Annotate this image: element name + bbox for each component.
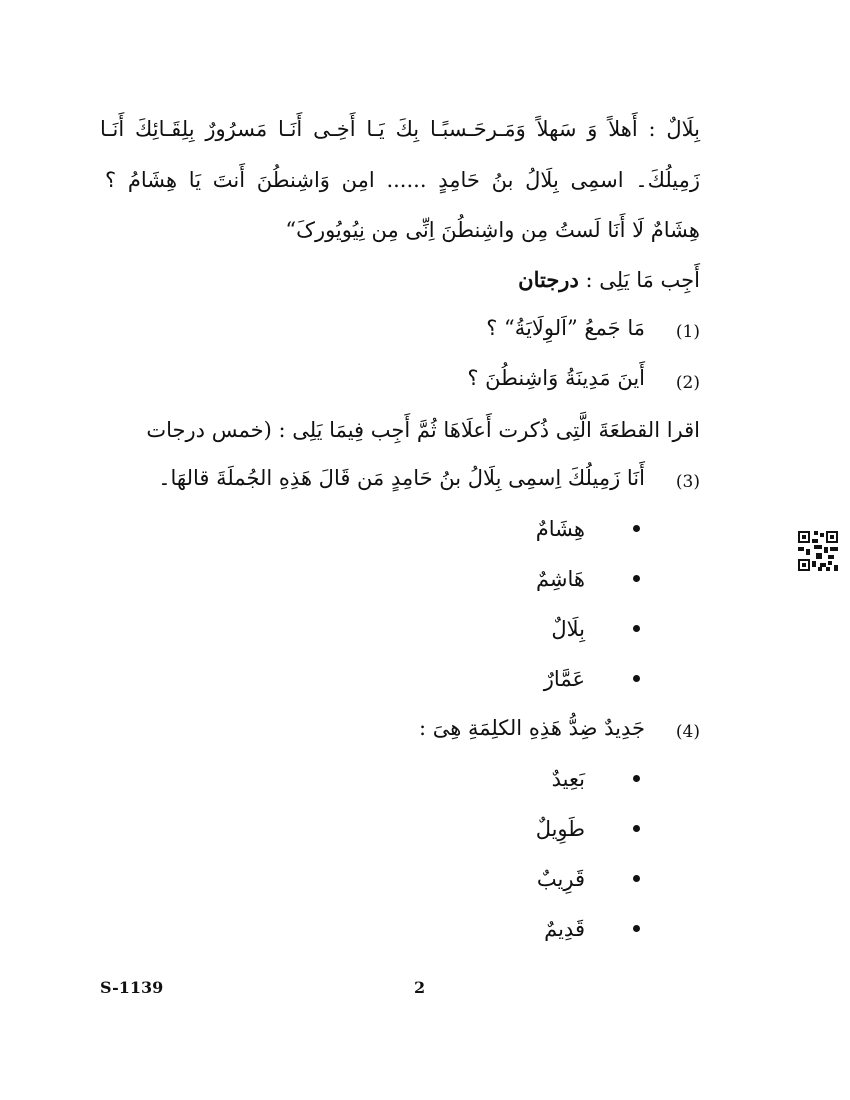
passage-line-1: بِلَالٌ : أَهلاً وَ سَهلاً وَمَـرحَـسبًـا بِكَ يَـا أَخِـى أَنَـا مَسرُورٌ بِلِقَـائِكَ أَنَـا (100, 117, 700, 141)
qr-code-icon (798, 531, 838, 571)
bullet-icon (633, 575, 640, 582)
question-3-number: (3) (675, 472, 700, 492)
question-4-option (440, 917, 640, 947)
bullet-icon (633, 875, 640, 882)
question-4-text: جَدِيدٌ ضِدُّ هَذِهِ الكلِمَةِ هِىَ : (418, 716, 645, 740)
document-code: S-1139 (100, 978, 164, 997)
option-text: قَدِيمٌ (544, 917, 585, 941)
question-4-option (440, 817, 640, 847)
option-text: بَعِيدٌ (551, 767, 585, 791)
section2-instruction: اقرا القطعَةَ الَّتِى ذُكرت أَعلَاهَا ثُمَّ أَجِب فِيمَا يَلِى : (خمس درجات (146, 418, 700, 442)
option-text: قَرِيبٌ (536, 867, 585, 891)
question-4-option (440, 767, 640, 797)
bullet-icon (633, 675, 640, 682)
option-text: عَمَّارٌ (543, 667, 585, 691)
section1-heading-text: أَجِب مَا يَلِى : (585, 268, 700, 292)
bullet-icon (633, 525, 640, 532)
bullet-icon (633, 625, 640, 632)
question-4-option (440, 867, 640, 897)
bullet-icon (633, 825, 640, 832)
section1-heading (100, 266, 700, 294)
option-text: بِلَالٌ (551, 617, 585, 641)
passage-line-2: زَمِيلُكَ۔ اسمِى بِلَالُ بنُ حَامِدٍ ...... امِن وَاشِنطُنَ أَنتَ يَا هِشَامُ ؟ (105, 168, 700, 192)
question-4-number: (4) (675, 722, 700, 742)
question-3-option (440, 517, 640, 547)
passage-line-3: هِشَامٌ لَا أَنَا لَستُ مِن واشِنطُنَ اِنِّى مِن نِيُويُورکَ“ (285, 218, 700, 242)
bullet-icon (633, 925, 640, 932)
question-3-option (440, 667, 640, 697)
bullet-icon (633, 775, 640, 782)
question-2-text: أَينَ مَدِينَةُ وَاشِنطُنَ ؟ (467, 366, 645, 390)
question-1-text: مَا جَمعُ ”اَلوِلَايَةُ“ ؟ (486, 316, 645, 340)
question-2-number: (2) (675, 373, 700, 393)
question-3-option (440, 567, 640, 597)
section1-marks: درجتان (518, 267, 579, 292)
option-text: طَوِيلٌ (535, 817, 585, 841)
option-text: هِشَامٌ (535, 517, 585, 541)
option-text: هَاشِمٌ (535, 567, 585, 591)
question-3-text: أَنَا زَمِيلُكَ اِسمِى بِلَالُ بنُ حَامِدٍ مَن قَالَ هَذِهِ الجُملَةَ قالهَا۔ (158, 466, 645, 490)
question-3-option (440, 617, 640, 647)
question-1-number: (1) (675, 322, 700, 342)
page-number: 2 (414, 978, 426, 997)
